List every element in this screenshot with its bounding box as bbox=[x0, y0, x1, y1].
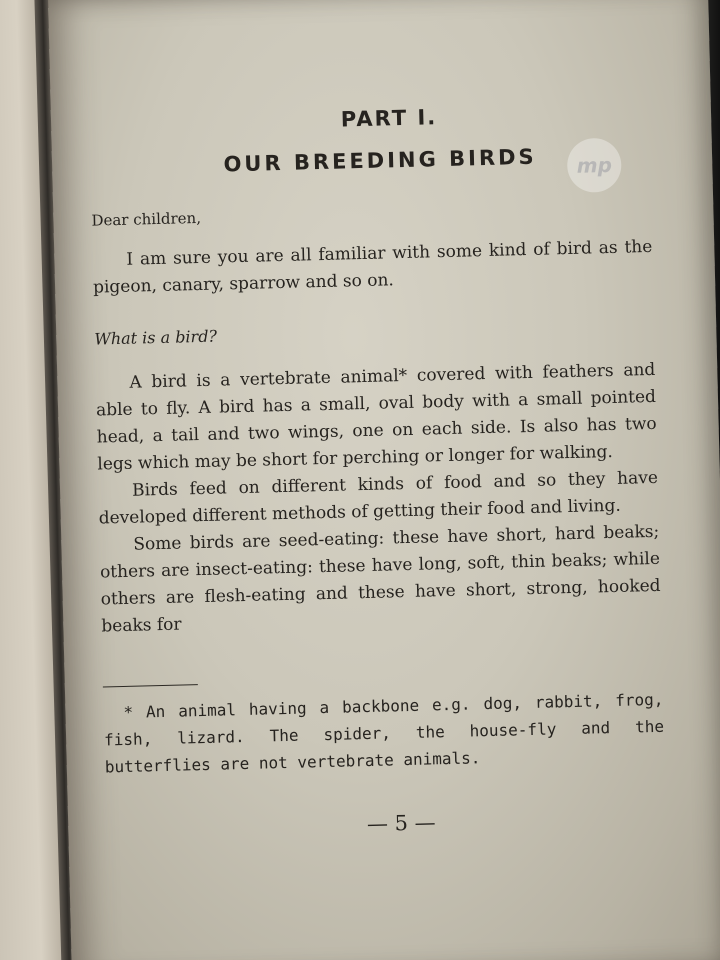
footnote: * An animal having a backbone e.g. dog, rabbit, frog, fish, lizard. The spider, the house-fly and the butterflies are not vertebrate animals. bbox=[103, 689, 665, 777]
paragraph-feeding: Birds feed on different kinds of food and so they have developed different methods of getting their food and living. bbox=[98, 467, 659, 529]
page-content bbox=[89, 100, 667, 842]
page-number: — 5 — bbox=[366, 810, 436, 837]
watermark-text: mp bbox=[576, 152, 613, 178]
part-heading: PART I. bbox=[340, 105, 438, 132]
paragraph-beaks: Some birds are seed-eating: these have short, hard beaks; others are insect-eating: these have long, soft, thin beaks; while others are flesh-eating and these have short, strong, hooked beaks for bbox=[99, 521, 661, 637]
paragraph-definition: A bird is a vertebrate animal* covered with feathers and able to fly. A bird has a small, oval body with a small pointed head, a tail and two wings, one on each side. Is also has two legs which may be short for perching or longer for walking. bbox=[95, 359, 657, 475]
footnote-divider bbox=[103, 684, 198, 687]
book-page bbox=[48, 0, 720, 960]
section-question: What is a bird? bbox=[94, 326, 218, 349]
chapter-title: OUR BREEDING BIRDS bbox=[223, 144, 537, 177]
salutation: Dear children, bbox=[91, 208, 202, 230]
intro-paragraph: I am sure you are all familiar with some kind of bird as the pigeon, canary, sparrow and so on. bbox=[92, 236, 653, 298]
